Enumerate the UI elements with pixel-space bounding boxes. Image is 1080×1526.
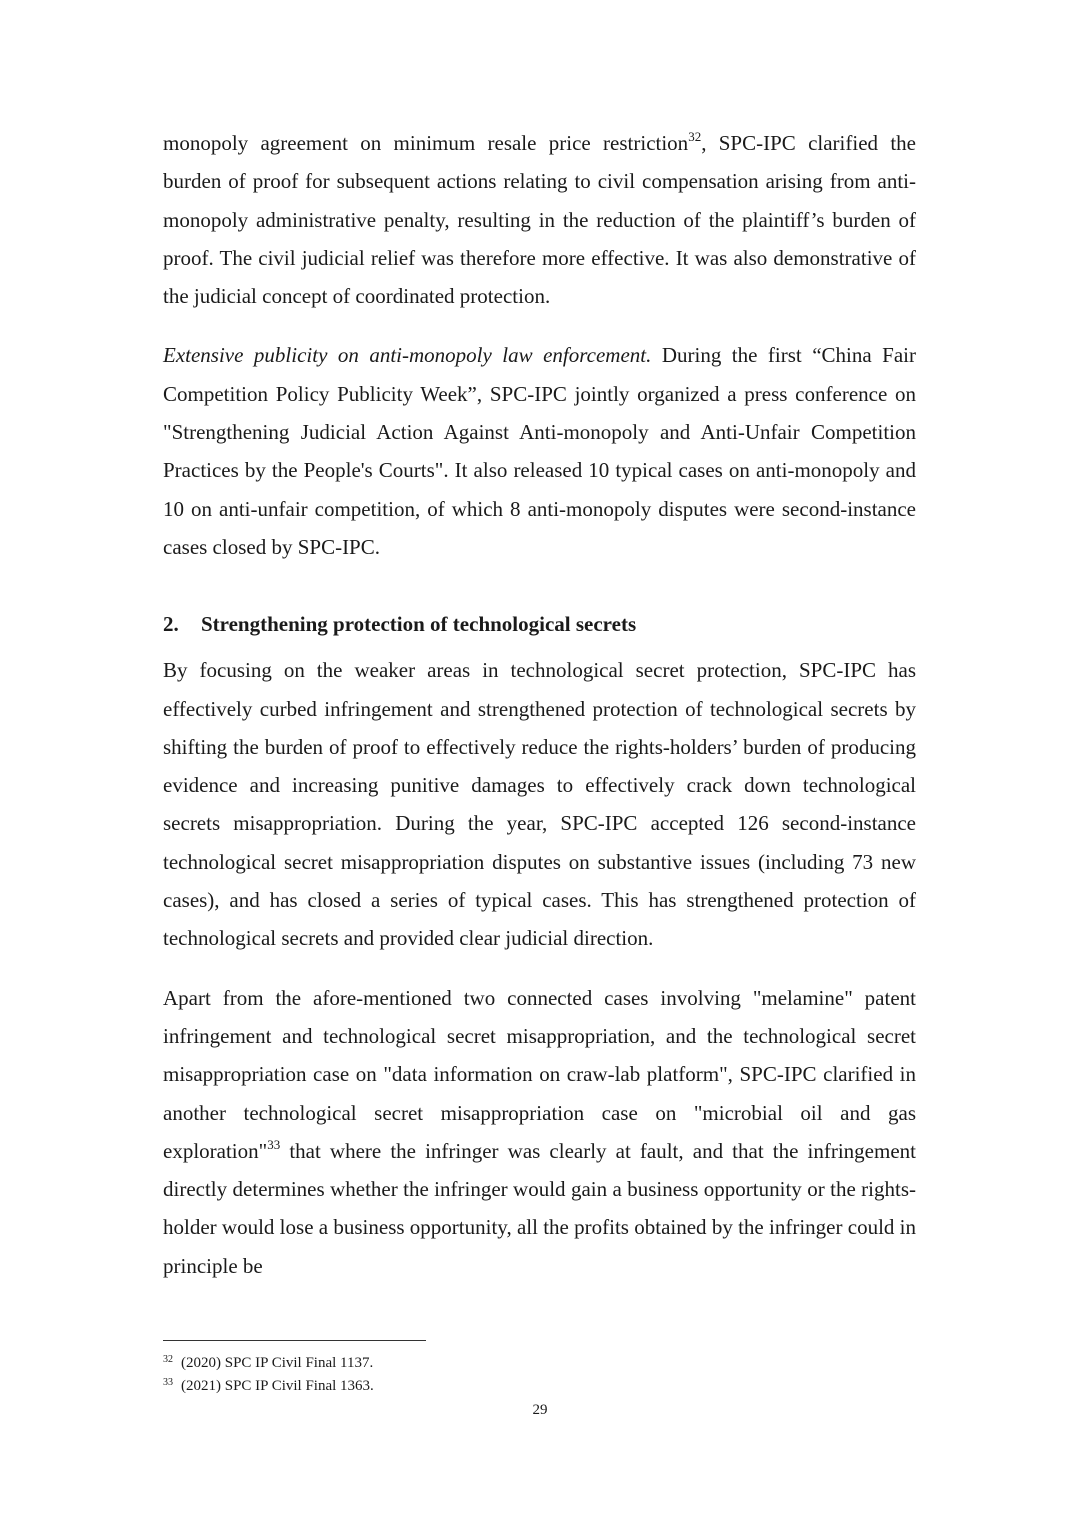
footnote-ref-33[interactable]: 33 <box>267 1136 281 1152</box>
paragraph-2-text: During the first “China Fair Competition Policy Publicity Week”, SPC-IPC jointly organized a press conference on "Strengthening Judicial Action Against Anti-monopoly and Anti-Unfair Competition Practices by the People's Courts". It also released 10 typical cases on anti-monopoly and 10 on anti-unfair competition, of which 8 anti-monopoly disputes were second-instance cases closed by SPC-IPC. <box>163 343 916 559</box>
paragraph-4-text-b: that where the infringer was clearly at fault, and that the infringement directly determines whether the infringer would gain a business opportunity or the rights-holder would lose a business opportunity, all the profits obtained by the infringer could in principle be <box>163 1138 916 1278</box>
section-heading <box>163 605 916 643</box>
footnote-ref-32[interactable]: 32 <box>688 129 702 144</box>
paragraph-3: By focusing on the weaker areas in technological secret protection, SPC-IPC has effectively curbed infringement and strengthened protection of technological secrets by shifting the burden of proof to effectively reduce the rights-holders’ burden of producing evidence and increasing punitive damages to effectively crack down technological secrets misappropriation. During the year, SPC-IPC accepted 126 second-instance technological secret misappropriation disputes on substantive issues (including 73 new cases), and has closed a series of typical cases. This has strengthened protection of technological secrets and provided clear judicial direction. <box>163 658 916 951</box>
footnote-number: 32 <box>163 1354 173 1365</box>
footnote-item <box>163 1352 374 1375</box>
section-title: Strengthening protection of technological secrets <box>201 612 637 637</box>
footnote-text: (2021) SPC IP Civil Final 1363. <box>181 1378 374 1394</box>
footnote-divider <box>163 1340 426 1341</box>
footnote-text: (2020) SPC IP Civil Final 1137. <box>181 1355 374 1371</box>
paragraph-4-text-a: Apart from the afore-mentioned two connected cases involving "melamine" patent infringement and technological secret misappropriation, and the technological secret misappropriation case on "data information on craw-lab platform", SPC-IPC clarified in another technological secret misappropriation case on "microbial oil and gas exploration" <box>163 985 916 1163</box>
paragraph-1-text-a: monopoly agreement on minimum resale price restriction <box>163 131 689 155</box>
footnote-item <box>163 1375 374 1398</box>
paragraph-4 <box>163 979 916 1285</box>
paragraph-2 <box>163 336 916 566</box>
paragraph-1-text-b: , SPC-IPC clarified the burden of proof for subsequent actions relating to civil compensation arising from anti-monopoly administrative penalty, resulting in the reduction of the plaintiff’s burden of proof. The civil judicial relief was therefore more effective. It was also demonstrative of the judicial concept of coordinated protection. <box>163 131 916 309</box>
section-number: 2. <box>163 612 179 637</box>
document-body <box>163 124 916 1285</box>
paragraph-1 <box>163 124 916 315</box>
page-number: 29 <box>532 1402 548 1418</box>
footnotes <box>163 1352 374 1398</box>
footnote-number: 33 <box>163 1377 173 1388</box>
paragraph-2-italic-lead: Extensive publicity on anti-monopoly law enforcement. <box>163 343 652 368</box>
